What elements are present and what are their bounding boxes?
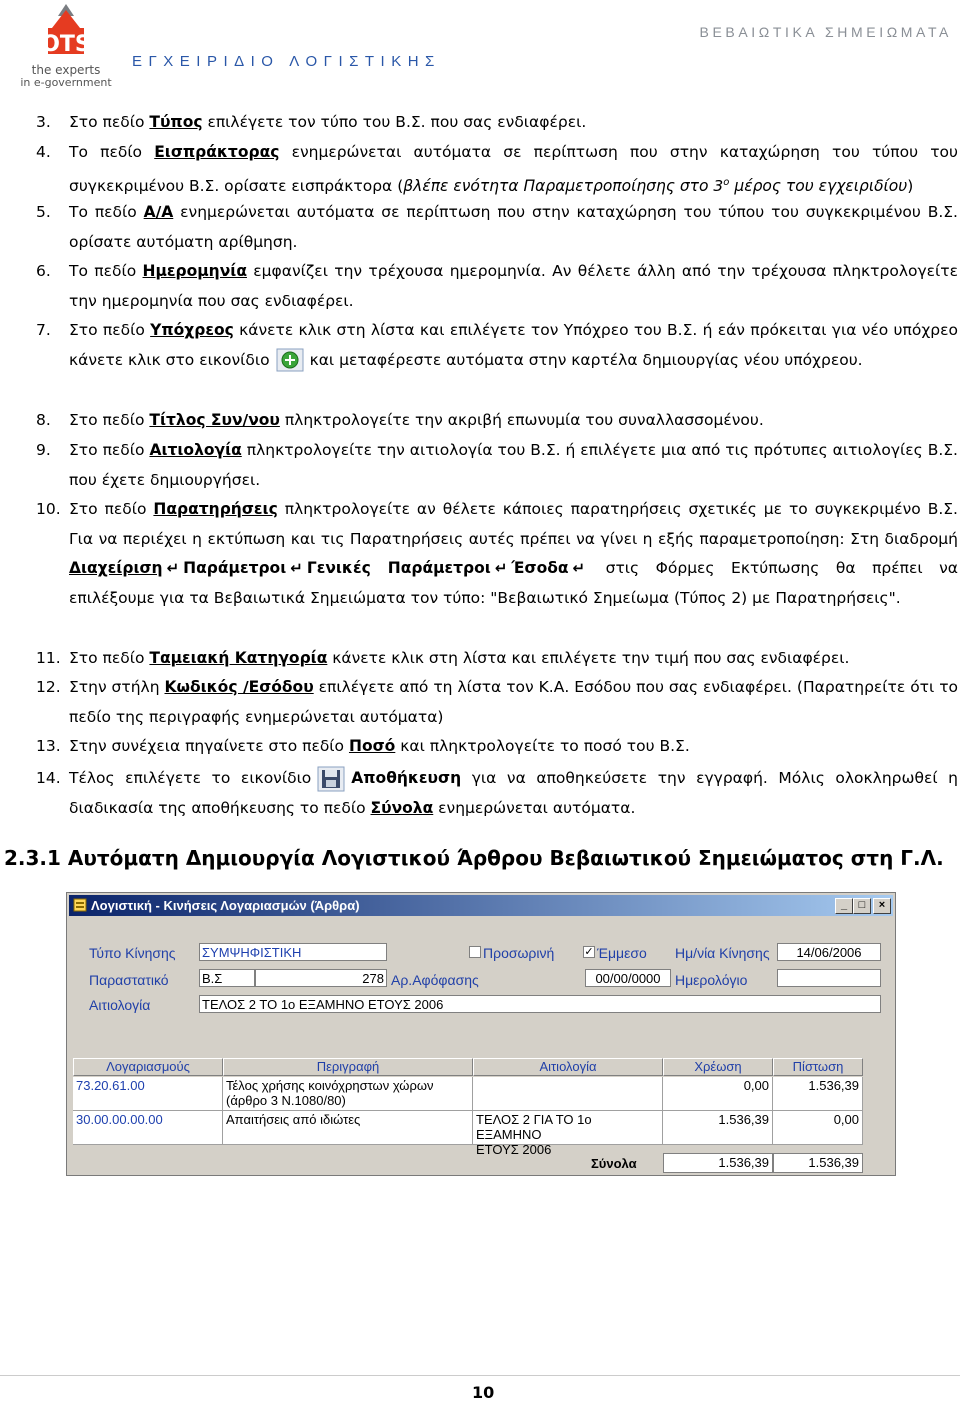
svg-text:in e-government: in e-government	[20, 76, 112, 89]
indirect-checkbox[interactable]: ✓	[584, 946, 594, 958]
table-cell-reason[interactable]	[473, 1077, 663, 1111]
indirect-label: Έμμεσο	[597, 945, 647, 961]
column-description[interactable]: Περιγραφή	[223, 1058, 473, 1076]
ots-logo	[2, 2, 130, 90]
total-credit: 1.536,39	[773, 1153, 863, 1173]
movement-type-field[interactable]: ΣΥΜΨΗΦΙΣΤΙΚΗ	[199, 943, 387, 961]
list-item: 12. Στην στήλη Κωδικός /Εσόδου επιλέγετε από τη λίστα τον Κ.Α. Εσόδου που σας ενδιαφέρει. (Παρατηρείτε ότι το πεδίο της περιγραφής ενημερώνεται αυτόματα)	[36, 678, 959, 726]
list-item: 6. Το πεδίο Ημερομηνία εμφανίζει την τρέχουσα ημερομηνία. Αν θέλετε άλλη από την τρέχουσα πληκτρολογείτε την ημερομηνία που σας ενδιαφέρει.	[36, 262, 958, 310]
reason-label: Αιτιολογία	[89, 997, 151, 1013]
document-series-field[interactable]: Β.Σ	[199, 969, 255, 987]
table-cell-reason[interactable]: ΤΕΛΟΣ 2 ΓΙΑ ΤΟ 1ο ΕΞΑΜΗΝΟ ΕΤΟΥΣ 2006	[473, 1111, 663, 1145]
provisional-label: Προσωρινή	[483, 945, 555, 961]
section-heading: 2.3.1 Αυτόματη Δημιουργία Λογιστικού Άρθρου Βεβαιωτικού Σημειώματος στη Γ.Λ.	[4, 846, 944, 870]
add-new-icon	[276, 348, 304, 372]
table-cell-account[interactable]: 73.20.61.00	[73, 1077, 223, 1111]
decision-number-field[interactable]: 00/00/0000	[585, 969, 671, 987]
table-cell-account[interactable]: 30.00.00.00.00	[73, 1111, 223, 1145]
table-cell-debit[interactable]: 0,00	[663, 1077, 773, 1111]
column-reason[interactable]: Αιτιολογία	[473, 1058, 663, 1076]
arrow-icon: ↵	[166, 559, 180, 577]
accounting-entries-window	[66, 892, 896, 1176]
page-number: 10	[472, 1383, 495, 1402]
svg-text:the experts: the experts	[31, 63, 101, 77]
decision-number-label: Αρ.Αφόφασης	[391, 972, 479, 988]
movement-type-label: Τύπο Κίνησης	[89, 945, 176, 961]
list-item: 14. Τέλος επιλέγετε το εικονίδιο Αποθήκευση για να αποθηκεύσετε την εγγραφή. Μόλις ολοκληρωθεί η διαδικασία της αποθήκευσης το πεδίο Σύνολα ενημερώνεται αυτόματα.	[36, 764, 958, 823]
save-disk-icon	[317, 766, 345, 792]
manual-title: ΕΓΧΕΙΡΙΔΙΟ ΛΟΓΙΣΤΙΚΗΣ	[132, 53, 441, 70]
close-button[interactable]: ×	[873, 898, 891, 914]
title-bar	[69, 895, 893, 916]
journal-label: Ημερολόγιο	[675, 972, 748, 988]
list-item: 3. Στο πεδίο Τύπος επιλέγετε τον τύπο του Β.Σ. που σας ενδιαφέρει.	[36, 113, 587, 131]
list-item: 4. Το πεδίο Εισπράκτορας ενημερώνεται αυτόματα σε περίπτωση που στην καταχώρηση του τύπου του συγκεκριμένου Β.Σ. ορίσατε εισπράκτορα (βλέπε ενότητα Παραμετροποίησης στο $3^o$ μέρος του εγχειριδίου)	[36, 143, 958, 195]
window-title: Λογιστική - Κινήσεις Λογαριασμών (Άρθρα)	[91, 898, 360, 913]
minimize-button[interactable]: _	[835, 898, 853, 914]
table-cell-credit[interactable]: 1.536,39	[773, 1077, 863, 1111]
totals-label: Σύνολα	[591, 1156, 637, 1171]
chapter-title: ΒΕΒΑΙΩΤΙΚΑ ΣΗΜΕΙΩΜΑΤΑ	[699, 24, 952, 40]
reason-field[interactable]: ΤΕΛΟΣ 2 ΤΟ 1ο ΕΞΑΜΗΝΟ ΕΤΟΥΣ 2006	[199, 995, 881, 1013]
list-item: 7. Στο πεδίο Υπόχρεος κάνετε κλικ στη λίστα και επιλέγετε τον Υπόχρεο του Β.Σ. ή εάν πρόκειται για νέο υπόχρεο κάνετε κλικ στο εικονίδιο και μεταφέρεστε αυτόματα στην καρτέλα δημιουργίας νέου υπόχρεου.	[36, 316, 958, 375]
svg-text:OTS: OTS	[41, 32, 91, 57]
maximize-button[interactable]: □	[853, 898, 871, 914]
list-item: 8. Στο πεδίο Τίτλος Συν/νου πληκτρολογείτε την ακριβή επωνυμία του συναλλασσομένου.	[36, 411, 764, 429]
total-debit: 1.536,39	[663, 1153, 773, 1173]
list-item: 11. Στο πεδίο Ταμειακή Κατηγορία κάνετε κλικ στη λίστα και επιλέγετε την τιμή που σας ενδιαφέρει.	[36, 649, 850, 667]
arrow-icon: ↵	[572, 559, 586, 577]
table-cell-description[interactable]: Τέλος χρήσης κοινόχρηστων χώρων (άρθρο 3 Ν.1080/80)	[223, 1077, 473, 1111]
table-cell-debit[interactable]: 1.536,39	[663, 1111, 773, 1145]
column-debit[interactable]: Χρέωση	[663, 1058, 773, 1076]
arrow-icon: ↵	[290, 559, 303, 577]
journal-field[interactable]	[777, 969, 881, 987]
list-item: 13. Στην συνέχεια πηγαίνετε στο πεδίο Ποσό και πληκτρολογείτε το ποσό του Β.Σ.	[36, 737, 690, 755]
list-item: 9. Στο πεδίο Αιτιολογία πληκτρολογείτε την αιτιολογία του Β.Σ. ή επιλέγετε μια από τις πρότυπες αιτιολογίες Β.Σ. που έχετε δημιουργήσει.	[36, 441, 958, 489]
movement-date-label: Ημ/νία Κίνησης	[675, 945, 770, 961]
app-icon	[73, 898, 87, 912]
document-label: Παραστατικό	[89, 972, 169, 988]
provisional-checkbox[interactable]	[469, 946, 481, 958]
list-item: 5. Το πεδίο Α/Α ενημερώνεται αυτόματα σε περίπτωση που στην καταχώρηση του τύπου του συγκεκριμένου Β.Σ. ορίσατε αυτόματη αρίθμηση.	[36, 203, 958, 251]
column-credit[interactable]: Πίστωση	[773, 1058, 863, 1076]
footer-divider	[0, 1375, 960, 1376]
movement-date-field[interactable]: 14/06/2006	[777, 943, 881, 961]
column-accounts[interactable]: Λογαριασμούς	[73, 1058, 223, 1076]
table-cell-description[interactable]: Απαιτήσεις από ιδιώτες	[223, 1111, 473, 1145]
table-cell-credit[interactable]: 0,00	[773, 1111, 863, 1145]
document-number-field[interactable]: 278	[255, 969, 387, 987]
list-item: 10. Στο πεδίο Παρατηρήσεις πληκτρολογείτε αν θέλετε κάποιες παρατηρήσεις σχετικές με το συγκεκριμένο Β.Σ. Για να περιέχει η εκτύπωση και τις Παρατηρήσεις αυτές πρέπει να γίνει η εξής παραμετροποίηση: Στη διαδρομή Διαχείριση ↵ Παράμετροι ↵ Γενικές Παράμετροι ↵ Έσοδα ↵ στις Φόρμες Εκτύπωσης θα πρέπει να επιλέξουμε για τα Βεβαιωτικά Σημειώματα τον τύπο: "Βεβαιωτικό Σημείωμα (Τύπος 2) με Παρατηρήσεις".	[36, 500, 958, 607]
arrow-icon: ↵	[494, 559, 508, 577]
